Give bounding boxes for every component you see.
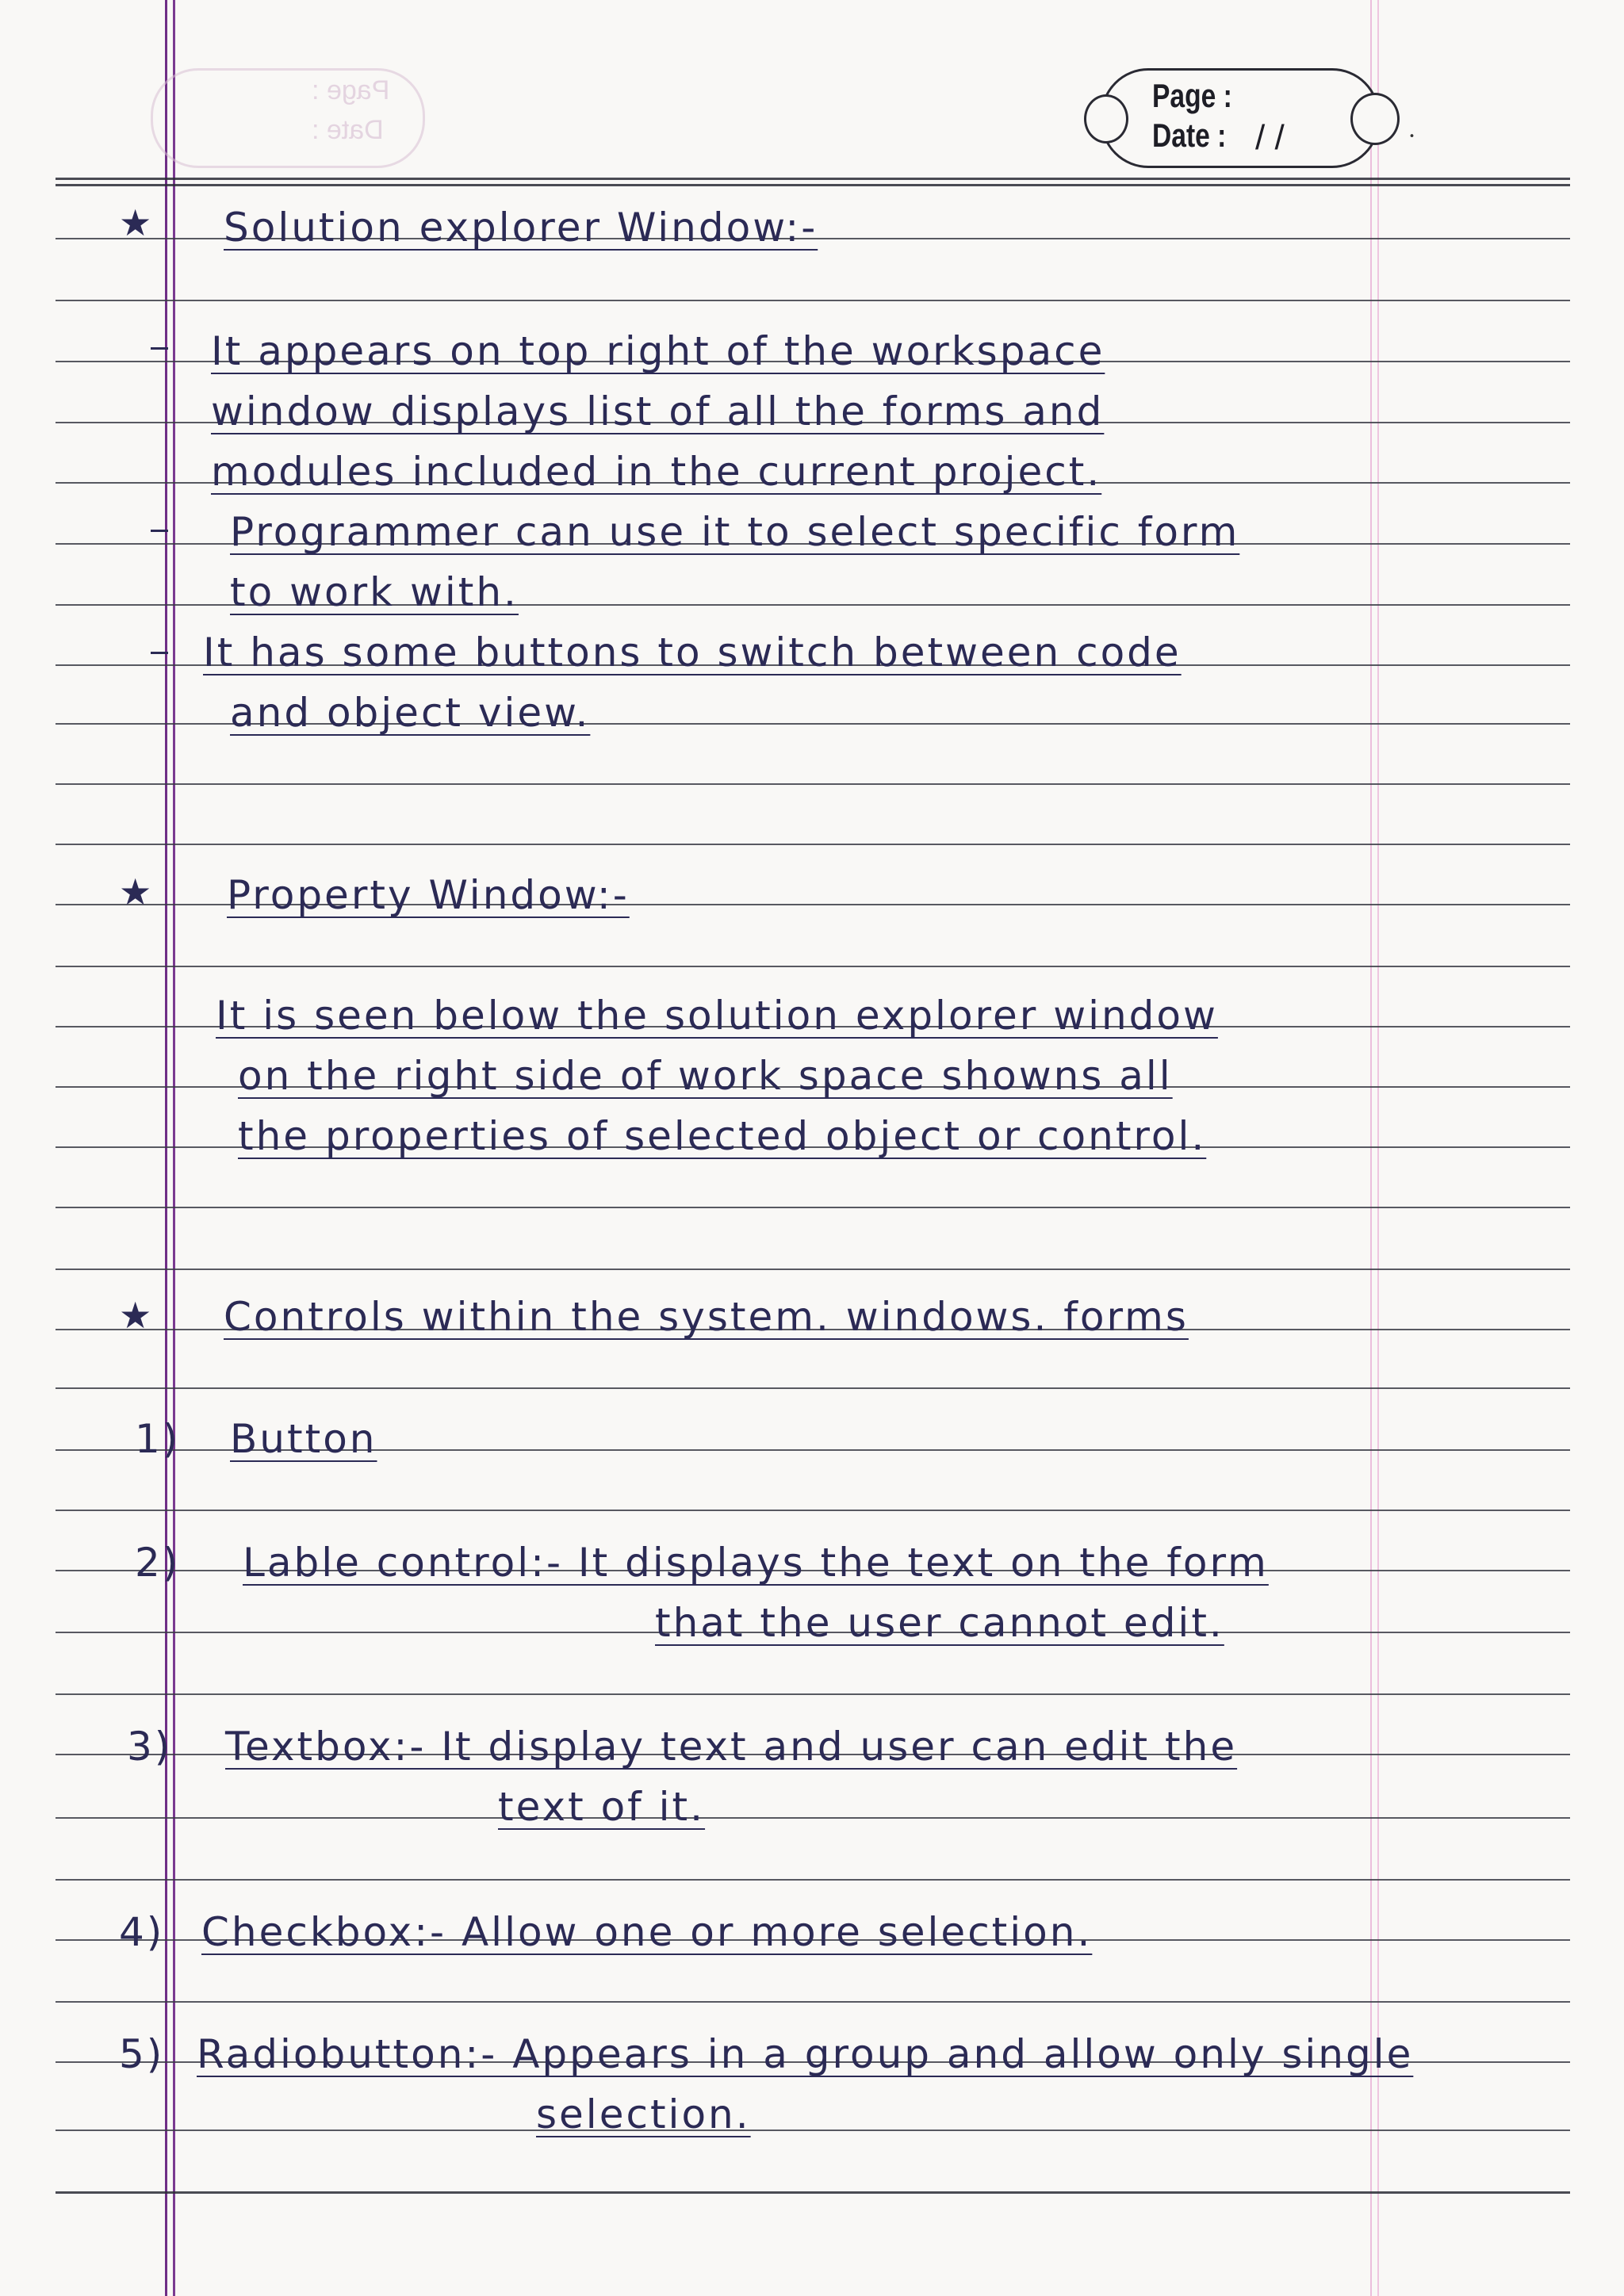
ruled-line xyxy=(56,2130,1570,2131)
bullet-dash xyxy=(151,347,168,350)
scroll-curl-icon xyxy=(1084,94,1128,144)
text-line: on the right side of work space showns all xyxy=(238,1053,1173,1099)
date-value: / / xyxy=(1255,118,1285,157)
header-rule xyxy=(56,184,1570,186)
ruled-line xyxy=(56,1510,1570,1511)
margin-line xyxy=(165,0,167,2296)
text-line: It is seen below the solution explorer window xyxy=(216,993,1218,1039)
star-icon: ★ xyxy=(119,1294,152,1337)
right-guide-line xyxy=(1377,0,1379,2296)
text-line: selection. xyxy=(536,2091,751,2137)
date-label: Date : xyxy=(1152,117,1227,154)
list-item-label-control: Lable control:- It displays the text on the form xyxy=(243,1540,1269,1586)
ruled-line xyxy=(56,1693,1570,1695)
scroll-curl-icon xyxy=(1350,93,1400,145)
margin-line xyxy=(173,0,175,2296)
page-date-stamp xyxy=(1101,68,1380,168)
page-label: Page : xyxy=(1152,77,1232,114)
ruled-line xyxy=(56,1879,1570,1881)
text-line: to work with. xyxy=(230,569,519,615)
list-number: 4) xyxy=(119,1909,165,1955)
star-icon: ★ xyxy=(119,871,152,913)
text-line: the properties of selected object or control. xyxy=(238,1113,1207,1159)
ruled-line xyxy=(56,1387,1570,1389)
ruled-line xyxy=(56,966,1570,967)
list-number: 2) xyxy=(135,1540,181,1586)
bleed-through-stamp: Page : Date : xyxy=(151,68,425,168)
text-line: It appears on top right of the workspace xyxy=(211,328,1105,374)
text-line: It has some buttons to switch between code xyxy=(203,629,1182,675)
list-number: 5) xyxy=(119,2031,165,2077)
text-line: and object view. xyxy=(230,690,591,736)
section-heading-property-window: Property Window:- xyxy=(227,872,630,918)
bullet-dash xyxy=(151,530,168,532)
list-item-textbox: Textbox:- It display text and user can edit the xyxy=(225,1724,1238,1770)
bottom-rule xyxy=(56,2191,1570,2194)
list-number: 1) xyxy=(135,1416,181,1462)
ruled-line xyxy=(56,1269,1570,1270)
ruled-line xyxy=(56,2001,1570,2003)
star-icon: ★ xyxy=(119,201,152,244)
list-item-button: Button xyxy=(230,1416,377,1462)
list-item-checkbox: Checkbox:- Allow one or more selection. xyxy=(201,1909,1093,1955)
section-heading-controls: Controls within the system. windows. forms xyxy=(224,1294,1189,1340)
right-guide-line xyxy=(1370,0,1372,2296)
ruled-line xyxy=(56,1817,1570,1819)
list-number: 3) xyxy=(127,1724,173,1770)
text-line: text of it. xyxy=(498,1784,706,1830)
text-line: modules included in the current project. xyxy=(211,449,1102,495)
section-heading-solution-explorer: Solution explorer Window:- xyxy=(224,205,818,251)
bullet-dash xyxy=(151,652,168,654)
ink-dot: ˙ xyxy=(1405,130,1419,162)
ruled-line xyxy=(56,1207,1570,1208)
ruled-line xyxy=(56,844,1570,845)
header-rule xyxy=(56,178,1570,180)
text-line: Programmer can use it to select specific form xyxy=(230,509,1240,555)
ruled-line xyxy=(56,783,1570,785)
text-line: window displays list of all the forms and xyxy=(211,388,1105,434)
text-line: that the user cannot edit. xyxy=(655,1600,1224,1646)
ruled-line xyxy=(56,300,1570,301)
list-item-radiobutton: Radiobutton:- Appears in a group and allow only single xyxy=(197,2031,1414,2077)
